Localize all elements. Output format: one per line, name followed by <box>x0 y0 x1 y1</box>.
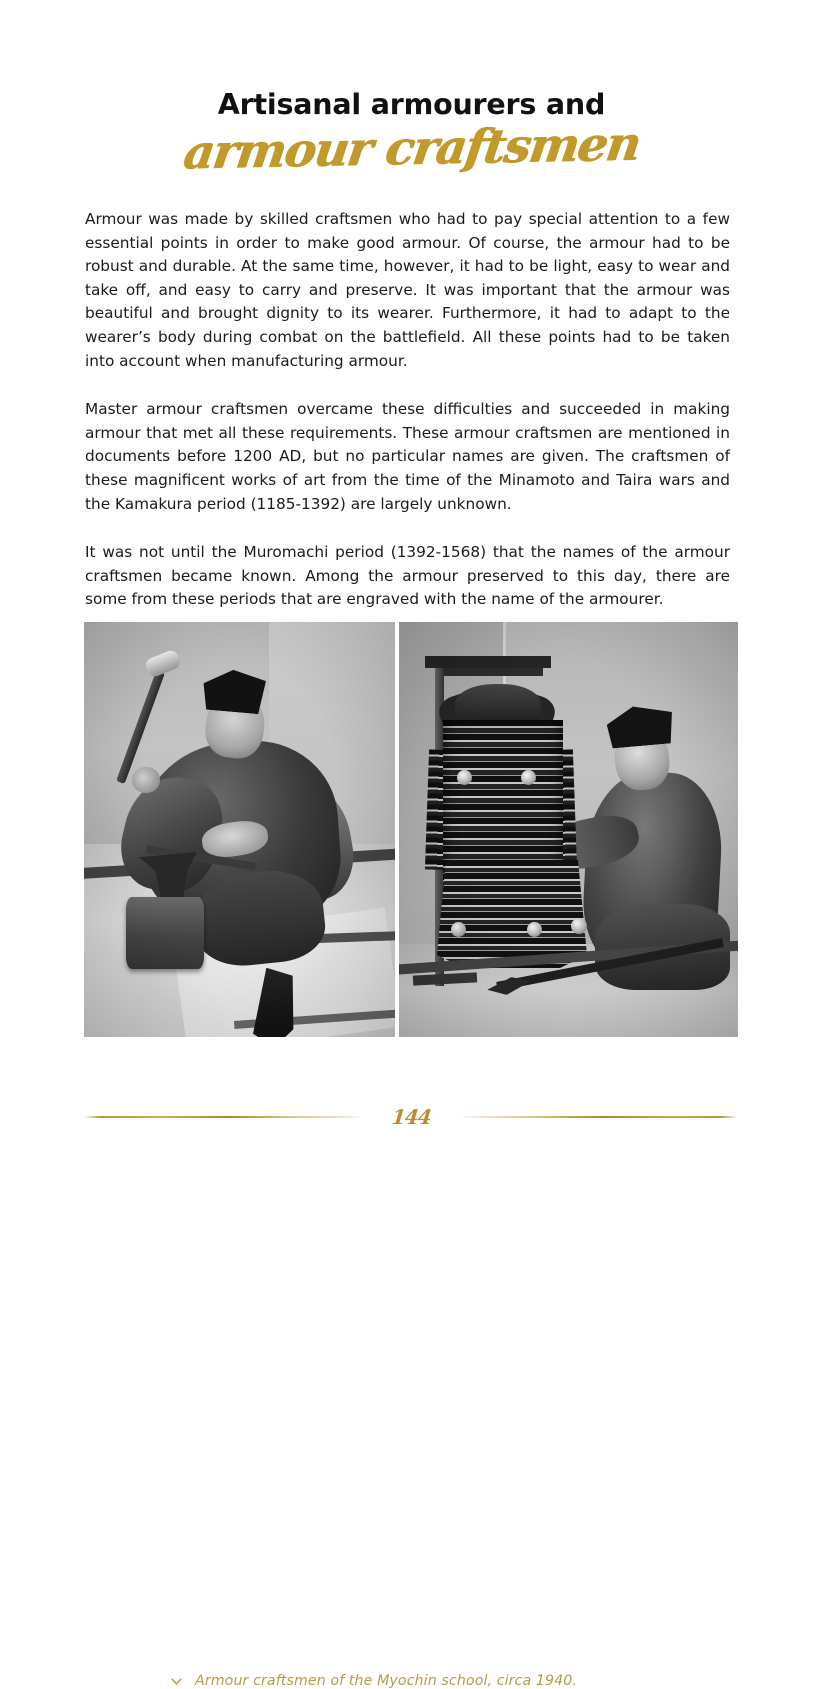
page-title: Artisanal armourers and <box>217 88 606 121</box>
footer-rule-left <box>84 1111 364 1123</box>
photo-craftsman-assembling-armour <box>399 622 738 1037</box>
paragraph-3: It was not until the Muromachi period (1392-1568) that the names of the armour craftsmen became known. Among the armour preserved to this day, there are some from these periods that are engraved with the name of the armourer. <box>85 543 730 609</box>
chevron-down-icon <box>170 1675 183 1688</box>
photo-craftsman-hammering <box>84 622 395 1037</box>
armour-boss <box>451 922 466 937</box>
armour-boss <box>571 918 587 934</box>
armour-stand-beam <box>425 656 551 668</box>
craftsman-hand <box>132 767 160 793</box>
paragraph-2: Master armour craftsmen overcame these difficulties and succeeded in making armour that met all these requirements. These armour craftsmen are mentioned in documents before 1200 AD, but no particular names are given. The craftsmen of these magnificent works of art from the time of the Minamoto and Taira wars and the Kamakura period (1185-1392) are largely unknown. <box>85 400 730 513</box>
page-title-script: armour craftsmen <box>180 116 643 181</box>
page-number: 144 <box>390 1105 432 1129</box>
wooden-stump <box>126 897 204 969</box>
figure-caption-row <box>170 1673 577 1689</box>
figure-caption: Armour craftsmen of the Myochin school, circa 1940. <box>195 1673 578 1689</box>
article-body <box>85 208 730 612</box>
armour-boss <box>521 770 536 785</box>
page-footer <box>84 1104 738 1130</box>
paragraph-1: Armour was made by skilled craftsmen who had to pay special attention to a few essential points in order to make good armour. Of course, the armour had to be robust and durable. At the same time, however, it had to be light, easy to wear and take off, and easy to carry and preserve. It was important that the armour was beautiful and brought dignity to its wearer. Furthermore, it had to adapt to the wearer’s body during combat on the battlefield. All these points had to be taken into account when manufacturing armour. <box>85 210 730 370</box>
page-title-block <box>0 88 823 181</box>
armour-boss <box>457 770 472 785</box>
footer-rule-right <box>458 1111 738 1123</box>
photo-row <box>84 622 738 1037</box>
armour-boss <box>527 922 542 937</box>
page-subtitle-wrap <box>0 116 823 181</box>
armour-stand-arm <box>443 668 543 676</box>
